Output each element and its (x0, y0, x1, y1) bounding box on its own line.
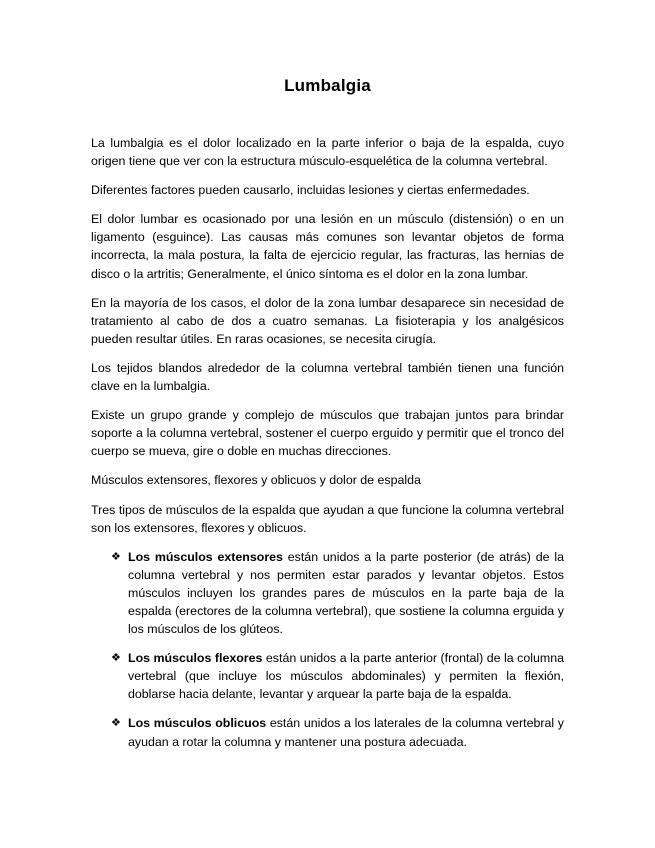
muscle-types-list (91, 548, 564, 751)
list-item-flexors (91, 649, 564, 703)
diamond-bullet-icon: ❖ (111, 717, 121, 730)
list-item-description: están unidos a la parte anterior (frontal) de la columna vertebral (que incluye los músculos abdominales) y permiten la flexión, doblarse hacia delante, levantar y arquear la parte baja de la espalda. (128, 651, 564, 702)
list-item-term: Los músculos flexores (128, 651, 263, 666)
list-item-description: están unidos a la parte posterior (de atrás) de la columna vertebral y nos permiten estar parados y levantar objetos. Estos músculos incluyen los grandes pares de músculos en la parte baja de la espalda (erectores de la columna vertebral), que sostiene la columna erguida y los músculos de los glúteos. (128, 549, 564, 637)
paragraph-muscle-types: Tres tipos de músculos de la espalda que ayudan a que funcione la columna vertebral son los extensores, flexores y oblicuos. (91, 502, 564, 535)
list-item-extensors (91, 548, 564, 638)
paragraph-lumbar-pain: El dolor lumbar es ocasionado por una lesión en un músculo (distensión) o en un ligamento (esguince). Las causas más comunes son levantar objetos de forma incorrecta, la mala postura, la falta de ejercicio regular, las fracturas, las hernias de disco o la artritis; Generalmente, el único síntoma es el dolor en la zona lumbar. (91, 212, 564, 281)
list-item-term: Los músculos extensores (128, 549, 283, 564)
section-heading-muscles: Músculos extensores, flexores y oblicuos y dolor de espalda (91, 473, 421, 488)
list-item-description: están unidos a los laterales de la columna vertebral y ayudan a rotar la columna y mantener una postura adecuada. (128, 716, 564, 749)
document-body (91, 134, 564, 762)
paragraph-soft-tissue: Los tejidos blandos alrededor de la columna vertebral también tienen una función clave en la lumbalgia. (91, 360, 564, 394)
diamond-bullet-icon: ❖ (111, 550, 121, 563)
paragraph-muscle-group: Existe un grupo grande y complejo de músculos que trabajan juntos para brindar soporte a la columna vertebral, sostener el cuerpo erguido y permitir que el tronco del cuerpo se mueva, gire o doble en muchas direcciones. (91, 408, 564, 459)
diamond-bullet-icon: ❖ (111, 652, 121, 665)
page-title: Lumbalgia (284, 76, 371, 95)
paragraph-causes-summary: Diferentes factores pueden causarlo, incluidas lesiones y ciertas enfermedades. (91, 183, 530, 198)
list-item-term: Los músculos oblicuos (128, 716, 267, 731)
paragraph-treatment: En la mayoría de los casos, el dolor de la zona lumbar desaparece sin necesidad de tratamiento al cabo de dos a cuatro semanas. La fisioterapia y los analgésicos pueden resultar útiles. En raras ocasiones, se necesita cirugía. (91, 295, 564, 346)
paragraph-intro: La lumbalgia es el dolor localizado en la parte inferior o baja de la espalda, cuyo origen tiene que ver con la estructura músculo-esquelética de la columna vertebral. (91, 136, 564, 169)
list-item-obliques (91, 714, 564, 750)
